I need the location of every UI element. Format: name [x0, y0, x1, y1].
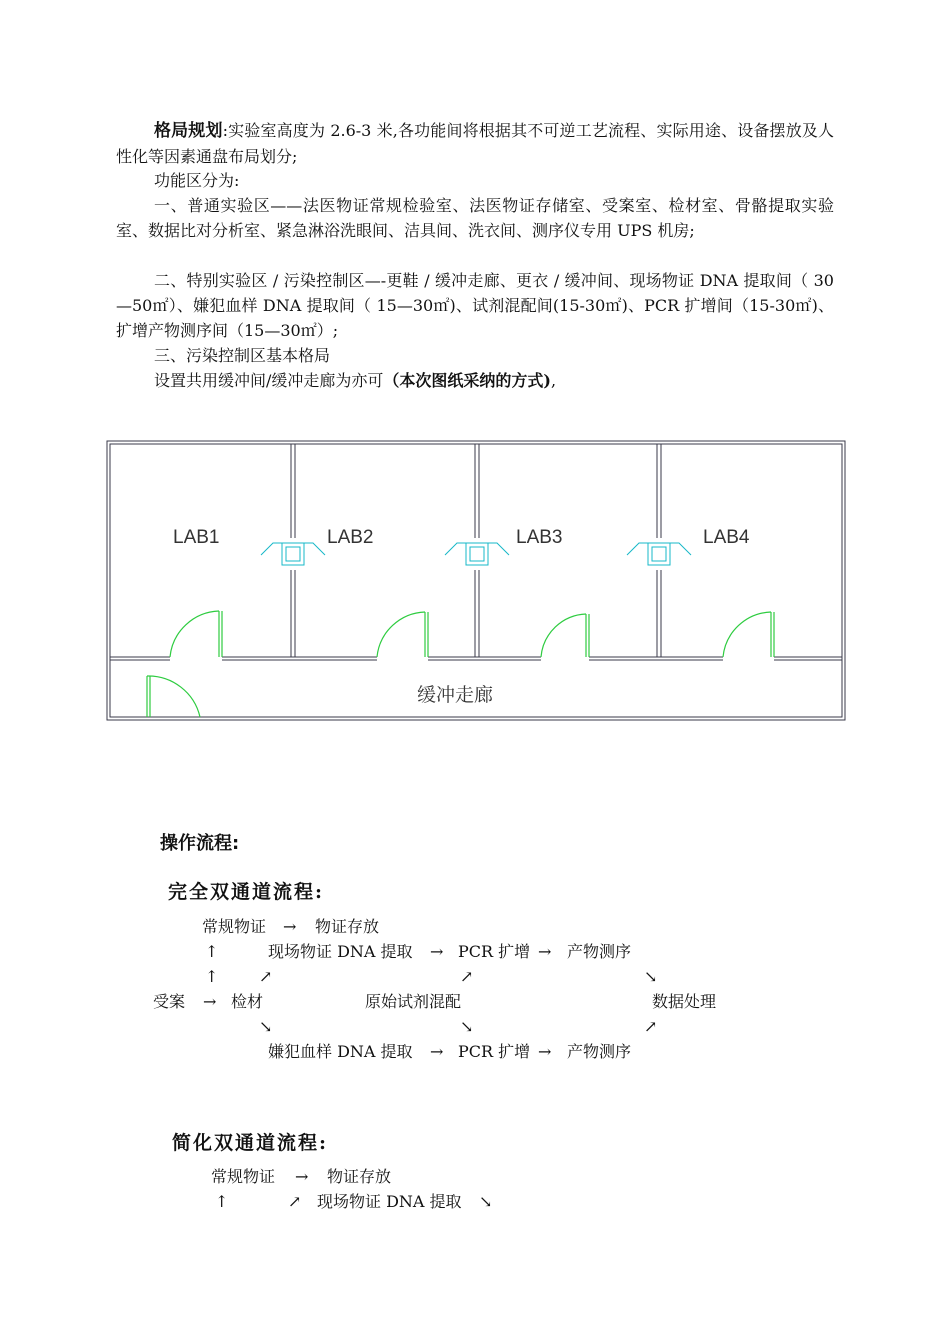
- arrow-right-4: →: [203, 992, 217, 1011]
- lab1-label: LAB1: [173, 527, 220, 548]
- zone3-text: 三、污染控制区基本格局: [154, 346, 331, 365]
- buffer-paragraph: [116, 368, 834, 393]
- arrow-down-right-4: ↘: [479, 1192, 493, 1211]
- buffer-text: 设置共用缓冲间/缓冲走廊为亦可: [154, 371, 384, 390]
- full-sample: 检材: [231, 992, 264, 1011]
- arrow-up-3: ↑: [215, 1192, 229, 1211]
- arrow-up-right-3: ↗: [644, 1017, 658, 1036]
- floor-plan: [106, 440, 848, 724]
- full-routine-evidence: 常规物证: [202, 917, 267, 936]
- door-lab4: [723, 612, 774, 657]
- airlock-2: [445, 543, 509, 565]
- full-flow-title: 完全双通道流程:: [168, 881, 325, 903]
- full-case-accept: 受案: [153, 992, 186, 1011]
- lab3-label: LAB3: [516, 527, 563, 548]
- full-pcr-1: PCR 扩增: [458, 942, 531, 961]
- outer-wall-inner: [110, 444, 842, 717]
- full-seq-1: 产物测序: [567, 942, 632, 961]
- layout-paragraph: [116, 118, 834, 169]
- full-evidence-storage: 物证存放: [315, 917, 380, 936]
- arrow-up-1: ↑: [205, 942, 219, 961]
- arrow-up-2: ↑: [205, 967, 219, 986]
- door-lab3: [541, 614, 589, 657]
- full-suspect-dna: 嫌犯血样 DNA 提取: [268, 1042, 413, 1061]
- arrow-right-6: →: [538, 1042, 552, 1061]
- door-lab1: [170, 611, 222, 657]
- door-corridor: [147, 676, 200, 717]
- lab2-label: LAB2: [327, 527, 374, 548]
- outer-wall: [107, 441, 845, 720]
- simple-routine-evidence: 常规物证: [211, 1167, 276, 1186]
- door-lab2: [377, 612, 428, 657]
- full-data-processing: 数据处理: [652, 992, 717, 1011]
- arrow-right-3: →: [538, 942, 552, 961]
- arrow-right-1: →: [283, 917, 297, 936]
- full-seq-2: 产物测序: [567, 1042, 632, 1061]
- zones-intro: 功能区分为:: [154, 171, 240, 190]
- zone1-text: 一、普通实验区——法医物证常规检验室、法医物证存储室、受案室、检材室、骨骼提取实验室、数据比对分析室、紧急淋浴洗眼间、洁具间、洗衣间、测序仪专用 UPS 机房;: [116, 196, 834, 240]
- buffer-bold: （本次图纸采纳的方式): [383, 371, 551, 390]
- simple-evidence-storage: 物证存放: [327, 1167, 392, 1186]
- simple-flow-title: 简化双通道流程:: [172, 1132, 329, 1154]
- arrow-down-right-2: ↘: [259, 1017, 273, 1036]
- airlocks: [261, 543, 691, 565]
- layout-heading: 格局规划: [154, 121, 223, 141]
- lab4-label: LAB4: [703, 527, 750, 548]
- simple-scene-dna: 现场物证 DNA 提取: [317, 1192, 462, 1211]
- layout-text: :实验室高度为 2.6-3 米,各功能间将根据其不可逆工艺流程、实际用途、设备摆放及人性化等因素通盘布局划分;: [116, 121, 835, 166]
- arrow-right-5: →: [430, 1042, 444, 1061]
- arrow-down-right-3: ↘: [460, 1017, 474, 1036]
- arrow-up-right-4: ↗: [288, 1192, 302, 1211]
- lab-labels: [173, 527, 750, 548]
- operation-title: 操作流程:: [160, 833, 240, 854]
- buffer-end: ,: [550, 371, 557, 390]
- airlock-3: [627, 543, 691, 565]
- corridor-label: 缓冲走廊: [417, 684, 494, 706]
- airlock-1: [261, 543, 325, 565]
- full-reagent-mix: 原始试剂混配: [365, 992, 462, 1011]
- arrow-right-7: →: [295, 1167, 309, 1186]
- zone2-text: 二、特别实验区 / 污染控制区—-更鞋 / 缓冲走廊、更衣 / 缓冲间、现场物证 DNA 提取间（ 30—50㎡）、嫌犯血样 DNA 提取间（ 15—30㎡)、试剂混配间(15-30㎡)、PCR 扩增间（15-30㎡)、扩增产物测序间（15—30㎡）;: [116, 271, 834, 340]
- walls: [107, 441, 845, 720]
- full-pcr-2: PCR 扩增: [458, 1042, 531, 1061]
- arrow-up-right-1: ↗: [259, 967, 273, 986]
- arrow-right-2: →: [430, 942, 444, 961]
- arrow-up-right-2: ↗: [460, 967, 474, 986]
- full-scene-dna: 现场物证 DNA 提取: [268, 942, 413, 961]
- arrow-down-right-1: ↘: [644, 967, 658, 986]
